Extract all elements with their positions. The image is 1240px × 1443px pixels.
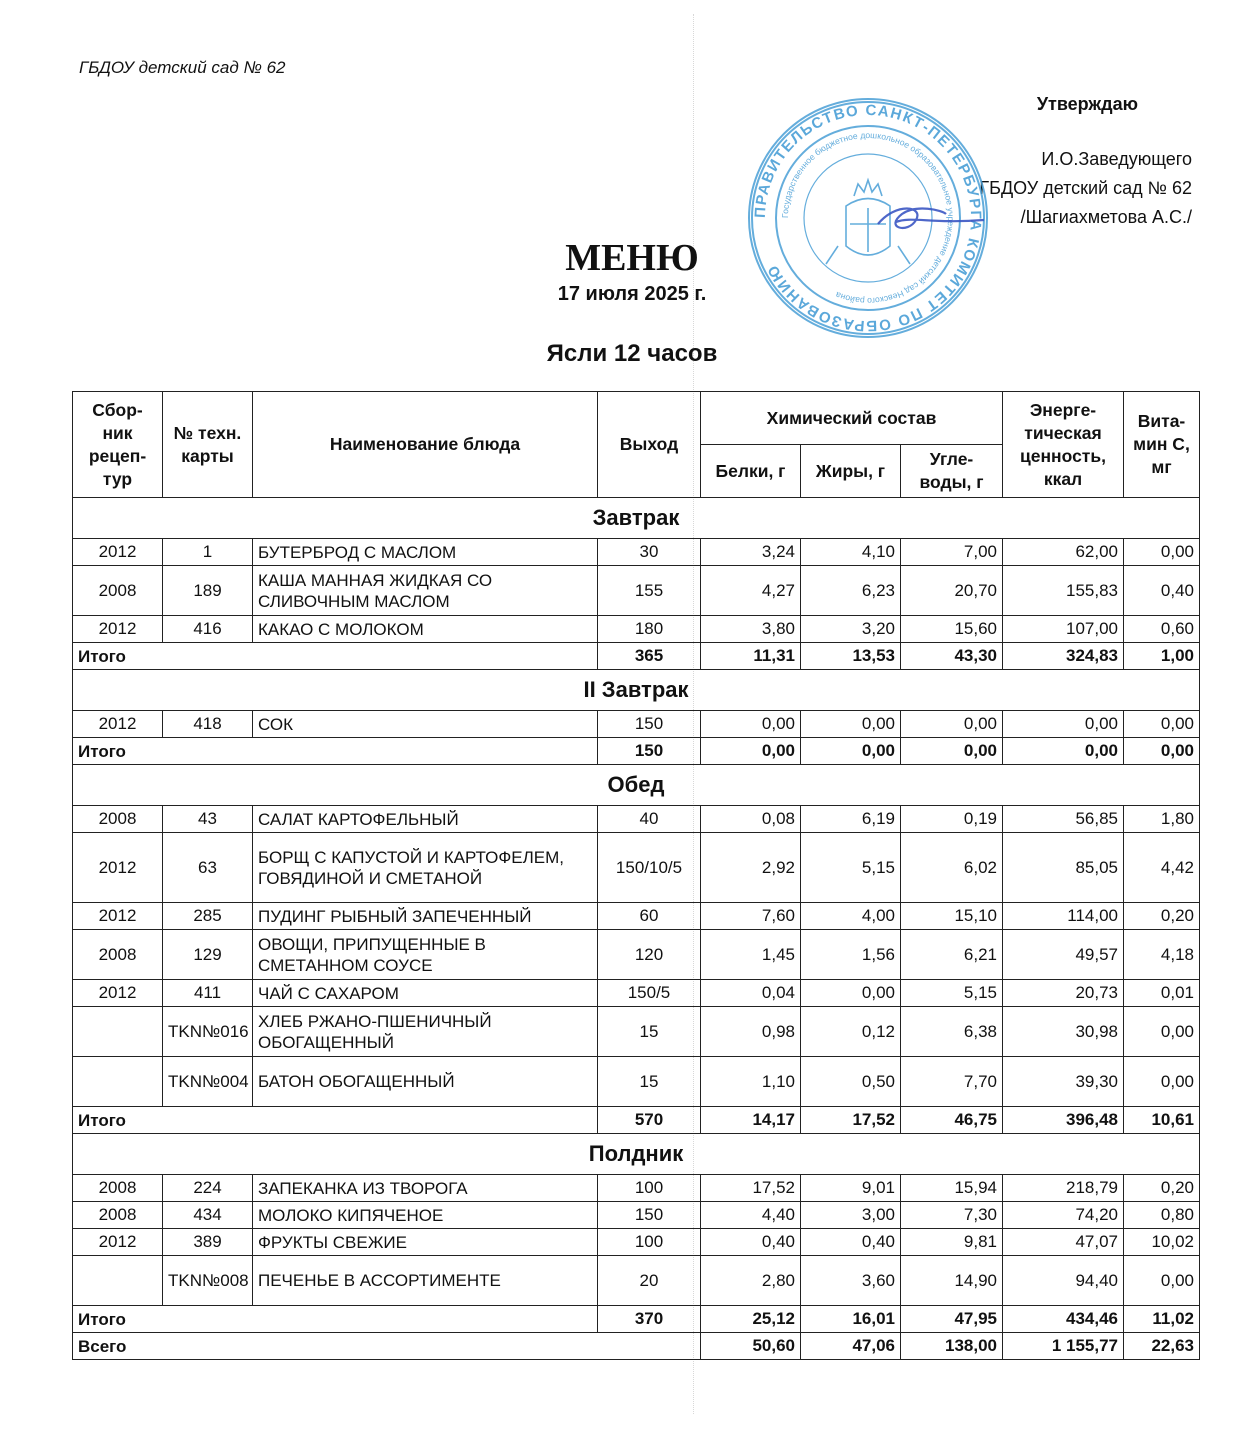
carbs-cell: 7,00 <box>901 539 1003 566</box>
grand-total-label: Всего <box>73 1333 701 1360</box>
total-energy-cell: 324,83 <box>1003 643 1124 670</box>
collection-cell: 2008 <box>73 566 163 616</box>
section-title: Завтрак <box>73 498 1200 539</box>
menu-table <box>72 391 1200 1360</box>
table-row <box>73 566 1200 616</box>
fat-cell: 0,40 <box>801 1229 901 1256</box>
yield-cell: 180 <box>598 616 701 643</box>
carbs-cell: 6,21 <box>901 930 1003 980</box>
total-label: Итого <box>73 1107 598 1134</box>
protein-cell: 0,08 <box>701 806 801 833</box>
menu-date: 17 июля 2025 г. <box>557 283 707 305</box>
total-vitamin-c-cell: 11,02 <box>1124 1306 1200 1333</box>
energy-cell: 114,00 <box>1003 903 1124 930</box>
fat-cell: 4,10 <box>801 539 901 566</box>
total-carbs-cell: 46,75 <box>901 1107 1003 1134</box>
card-number-cell: 224 <box>163 1175 253 1202</box>
yield-cell: 120 <box>598 930 701 980</box>
card-number-cell: 418 <box>163 711 253 738</box>
yield-cell: 150 <box>598 1202 701 1229</box>
total-carbs-cell: 43,30 <box>901 643 1003 670</box>
card-number-cell: 416 <box>163 616 253 643</box>
dish-name-cell: БОРЩ С КАПУСТОЙ И КАРТОФЕЛЕМ, ГОВЯДИНОЙ И СМЕТАНОЙ <box>253 833 598 903</box>
carbs-cell: 14,90 <box>901 1256 1003 1306</box>
table-row <box>73 1229 1200 1256</box>
table-row <box>73 1175 1200 1202</box>
yield-cell: 15 <box>598 1007 701 1057</box>
fat-cell: 3,00 <box>801 1202 901 1229</box>
vitamin-c-cell: 0,00 <box>1124 711 1200 738</box>
total-yield-cell: 365 <box>598 643 701 670</box>
card-number-cell: TKN№008 <box>163 1256 253 1306</box>
protein-cell: 4,40 <box>701 1202 801 1229</box>
approval-heading: Утверждаю <box>1036 94 1138 114</box>
collection-cell: 2012 <box>73 539 163 566</box>
collection-cell: 2012 <box>73 833 163 903</box>
total-row <box>73 738 1200 765</box>
collection-cell: 2008 <box>73 1175 163 1202</box>
fat-cell: 0,50 <box>801 1057 901 1107</box>
carbs-cell: 15,60 <box>901 616 1003 643</box>
fat-cell: 6,23 <box>801 566 901 616</box>
total-protein-cell: 11,31 <box>701 643 801 670</box>
total-energy-cell: 0,00 <box>1003 738 1124 765</box>
grand-total-fat-cell: 47,06 <box>801 1333 901 1360</box>
yield-cell: 40 <box>598 806 701 833</box>
fat-cell: 1,56 <box>801 930 901 980</box>
col-collection-header: Сбор-ник рецеп-тур <box>73 392 163 498</box>
dish-name-cell: БАТОН ОБОГАЩЕННЫЙ <box>253 1057 598 1107</box>
grand-total-vitamin-c-cell: 22,63 <box>1124 1333 1200 1360</box>
card-number-cell: TKN№004 <box>163 1057 253 1107</box>
dish-name-cell: СОК <box>253 711 598 738</box>
table-row <box>73 539 1200 566</box>
protein-cell: 4,27 <box>701 566 801 616</box>
vitamin-c-cell: 0,00 <box>1124 1057 1200 1107</box>
card-number-cell: 389 <box>163 1229 253 1256</box>
total-protein-cell: 14,17 <box>701 1107 801 1134</box>
collection-cell: 2008 <box>73 930 163 980</box>
fat-cell: 0,12 <box>801 1007 901 1057</box>
yield-cell: 155 <box>598 566 701 616</box>
yield-cell: 150/5 <box>598 980 701 1007</box>
protein-cell: 17,52 <box>701 1175 801 1202</box>
energy-cell: 30,98 <box>1003 1007 1124 1057</box>
collection-cell <box>73 1057 163 1107</box>
col-chem-header: Химический состав <box>701 392 1003 445</box>
protein-cell: 0,98 <box>701 1007 801 1057</box>
card-number-cell: 1 <box>163 539 253 566</box>
grand-total-carbs-cell: 138,00 <box>901 1333 1003 1360</box>
carbs-cell: 6,02 <box>901 833 1003 903</box>
vitamin-c-cell: 10,02 <box>1124 1229 1200 1256</box>
table-row <box>73 1256 1200 1306</box>
fat-cell: 0,00 <box>801 711 901 738</box>
dish-name-cell: ФРУКТЫ СВЕЖИЕ <box>253 1229 598 1256</box>
protein-cell: 3,80 <box>701 616 801 643</box>
approval-position: И.О.Заведующего <box>1041 149 1192 169</box>
vitamin-c-cell: 1,80 <box>1124 806 1200 833</box>
protein-cell: 2,80 <box>701 1256 801 1306</box>
table-row <box>73 980 1200 1007</box>
carbs-cell: 6,38 <box>901 1007 1003 1057</box>
collection-cell: 2012 <box>73 1229 163 1256</box>
card-number-cell: 411 <box>163 980 253 1007</box>
energy-cell: 107,00 <box>1003 616 1124 643</box>
collection-cell: 2008 <box>73 1202 163 1229</box>
col-carbs-header: Угле-воды, г <box>901 445 1003 498</box>
fat-cell: 3,20 <box>801 616 901 643</box>
col-name-header: Наименование блюда <box>253 392 598 498</box>
total-energy-cell: 396,48 <box>1003 1107 1124 1134</box>
section-header-row <box>73 1134 1200 1175</box>
protein-cell: 1,10 <box>701 1057 801 1107</box>
collection-cell: 2008 <box>73 806 163 833</box>
energy-cell: 20,73 <box>1003 980 1124 1007</box>
total-vitamin-c-cell: 10,61 <box>1124 1107 1200 1134</box>
table-row <box>73 1202 1200 1229</box>
carbs-cell: 7,30 <box>901 1202 1003 1229</box>
protein-cell: 2,92 <box>701 833 801 903</box>
vitamin-c-cell: 0,20 <box>1124 903 1200 930</box>
stamp-inner-text: Государственное бюджетное дошкольное образовательное учреждение детский сад Невского района <box>779 129 957 307</box>
section-header-row <box>73 498 1200 539</box>
approval-block <box>979 90 1192 232</box>
total-fat-cell: 13,53 <box>801 643 901 670</box>
vitamin-c-cell: 4,42 <box>1124 833 1200 903</box>
approval-organization: ГБДОУ детский сад № 62 <box>979 178 1192 198</box>
dish-name-cell: ПУДИНГ РЫБНЫЙ ЗАПЕЧЕННЫЙ <box>253 903 598 930</box>
protein-cell: 3,24 <box>701 539 801 566</box>
energy-cell: 155,83 <box>1003 566 1124 616</box>
vitamin-c-cell: 0,60 <box>1124 616 1200 643</box>
fat-cell: 3,60 <box>801 1256 901 1306</box>
vitamin-c-cell: 0,20 <box>1124 1175 1200 1202</box>
total-fat-cell: 17,52 <box>801 1107 901 1134</box>
protein-cell: 0,40 <box>701 1229 801 1256</box>
carbs-cell: 9,81 <box>901 1229 1003 1256</box>
dish-name-cell: ОВОЩИ, ПРИПУЩЕННЫЕ В СМЕТАННОМ СОУСЕ <box>253 930 598 980</box>
energy-cell: 85,05 <box>1003 833 1124 903</box>
collection-cell: 2012 <box>73 903 163 930</box>
carbs-cell: 20,70 <box>901 566 1003 616</box>
dish-name-cell: ЗАПЕКАНКА ИЗ ТВОРОГА <box>253 1175 598 1202</box>
total-protein-cell: 25,12 <box>701 1306 801 1333</box>
total-yield-cell: 570 <box>598 1107 701 1134</box>
organization-name: ГБДОУ детский сад № 62 <box>79 58 286 77</box>
section-title: Полдник <box>73 1134 1200 1175</box>
energy-cell: 49,57 <box>1003 930 1124 980</box>
carbs-cell: 5,15 <box>901 980 1003 1007</box>
table-row <box>73 616 1200 643</box>
total-protein-cell: 0,00 <box>701 738 801 765</box>
col-card-header: № техн. карты <box>163 392 253 498</box>
grand-total-protein-cell: 50,60 <box>701 1333 801 1360</box>
section-title: II Завтрак <box>73 670 1200 711</box>
dish-name-cell: САЛАТ КАРТОФЕЛЬНЫЙ <box>253 806 598 833</box>
stamp-outer-text: ПРАВИТЕЛЬСТВО САНКТ-ПЕТЕРБУРГА КОМИТЕТ ПО ОБРАЗОВАНИЮ <box>751 101 985 335</box>
card-number-cell: 434 <box>163 1202 253 1229</box>
total-row <box>73 643 1200 670</box>
table-row <box>73 711 1200 738</box>
grand-total-energy-cell: 1 155,77 <box>1003 1333 1124 1360</box>
carbs-cell: 15,10 <box>901 903 1003 930</box>
yield-cell: 60 <box>598 903 701 930</box>
table-row <box>73 833 1200 903</box>
card-number-cell: TKN№016 <box>163 1007 253 1057</box>
fat-cell: 9,01 <box>801 1175 901 1202</box>
energy-cell: 94,40 <box>1003 1256 1124 1306</box>
vitamin-c-cell: 0,01 <box>1124 980 1200 1007</box>
table-row <box>73 1007 1200 1057</box>
yield-cell: 15 <box>598 1057 701 1107</box>
collection-cell: 2012 <box>73 616 163 643</box>
total-fat-cell: 16,01 <box>801 1306 901 1333</box>
total-vitamin-c-cell: 1,00 <box>1124 643 1200 670</box>
carbs-cell: 7,70 <box>901 1057 1003 1107</box>
collection-cell: 2012 <box>73 980 163 1007</box>
section-title: Обед <box>73 765 1200 806</box>
energy-cell: 218,79 <box>1003 1175 1124 1202</box>
group-name: Ясли 12 часов <box>546 340 718 367</box>
card-number-cell: 63 <box>163 833 253 903</box>
total-label: Итого <box>73 643 598 670</box>
vitamin-c-cell: 0,40 <box>1124 566 1200 616</box>
energy-cell: 47,07 <box>1003 1229 1124 1256</box>
total-fat-cell: 0,00 <box>801 738 901 765</box>
yield-cell: 100 <box>598 1229 701 1256</box>
card-number-cell: 285 <box>163 903 253 930</box>
energy-cell: 62,00 <box>1003 539 1124 566</box>
grand-total-row <box>73 1333 1200 1360</box>
total-yield-cell: 150 <box>598 738 701 765</box>
vitamin-c-cell: 4,18 <box>1124 930 1200 980</box>
fat-cell: 0,00 <box>801 980 901 1007</box>
col-yield-header: Выход <box>598 392 701 498</box>
dish-name-cell: ХЛЕБ РЖАНО-ПШЕНИЧНЫЙ ОБОГАЩЕННЫЙ <box>253 1007 598 1057</box>
protein-cell: 0,04 <box>701 980 801 1007</box>
yield-cell: 20 <box>598 1256 701 1306</box>
dish-name-cell: КАША МАННАЯ ЖИДКАЯ СО СЛИВОЧНЫМ МАСЛОМ <box>253 566 598 616</box>
col-energy-header: Энерге-тическая ценность, ккал <box>1003 392 1124 498</box>
fat-cell: 6,19 <box>801 806 901 833</box>
card-number-cell: 129 <box>163 930 253 980</box>
vitamin-c-cell: 0,00 <box>1124 539 1200 566</box>
energy-cell: 0,00 <box>1003 711 1124 738</box>
dish-name-cell: КАКАО С МОЛОКОМ <box>253 616 598 643</box>
col-vitc-header: Вита-мин С, мг <box>1124 392 1200 498</box>
total-carbs-cell: 47,95 <box>901 1306 1003 1333</box>
fat-cell: 4,00 <box>801 903 901 930</box>
energy-cell: 74,20 <box>1003 1202 1124 1229</box>
vitamin-c-cell: 0,80 <box>1124 1202 1200 1229</box>
yield-cell: 150 <box>598 711 701 738</box>
yield-cell: 150/10/5 <box>598 833 701 903</box>
page-title: МЕНЮ <box>565 237 699 279</box>
table-row <box>73 1057 1200 1107</box>
menu-table-body <box>73 498 1200 1360</box>
vitamin-c-cell: 0,00 <box>1124 1007 1200 1057</box>
card-number-cell: 189 <box>163 566 253 616</box>
total-carbs-cell: 0,00 <box>901 738 1003 765</box>
yield-cell: 30 <box>598 539 701 566</box>
vitamin-c-cell: 0,00 <box>1124 1256 1200 1306</box>
total-label: Итого <box>73 1306 598 1333</box>
table-row <box>73 903 1200 930</box>
total-row <box>73 1306 1200 1333</box>
table-row <box>73 930 1200 980</box>
total-energy-cell: 434,46 <box>1003 1306 1124 1333</box>
carbs-cell: 0,19 <box>901 806 1003 833</box>
table-row <box>73 806 1200 833</box>
energy-cell: 56,85 <box>1003 806 1124 833</box>
total-label: Итого <box>73 738 598 765</box>
card-number-cell: 43 <box>163 806 253 833</box>
collection-cell: 2012 <box>73 711 163 738</box>
yield-cell: 100 <box>598 1175 701 1202</box>
approval-signatory: /Шагиахметова А.С./ <box>1020 207 1192 227</box>
protein-cell: 7,60 <box>701 903 801 930</box>
section-header-row <box>73 765 1200 806</box>
col-protein-header: Белки, г <box>701 445 801 498</box>
dish-name-cell: МОЛОКО КИПЯЧЕНОЕ <box>253 1202 598 1229</box>
protein-cell: 0,00 <box>701 711 801 738</box>
section-header-row <box>73 670 1200 711</box>
carbs-cell: 0,00 <box>901 711 1003 738</box>
protein-cell: 1,45 <box>701 930 801 980</box>
energy-cell: 39,30 <box>1003 1057 1124 1107</box>
dish-name-cell: ПЕЧЕНЬЕ В АССОРТИМЕНТЕ <box>253 1256 598 1306</box>
total-vitamin-c-cell: 0,00 <box>1124 738 1200 765</box>
fat-cell: 5,15 <box>801 833 901 903</box>
total-row <box>73 1107 1200 1134</box>
dish-name-cell: ЧАЙ С САХАРОМ <box>253 980 598 1007</box>
collection-cell <box>73 1007 163 1057</box>
collection-cell <box>73 1256 163 1306</box>
carbs-cell: 15,94 <box>901 1175 1003 1202</box>
total-yield-cell: 370 <box>598 1306 701 1333</box>
dish-name-cell: БУТЕРБРОД С МАСЛОМ <box>253 539 598 566</box>
col-fat-header: Жиры, г <box>801 445 901 498</box>
